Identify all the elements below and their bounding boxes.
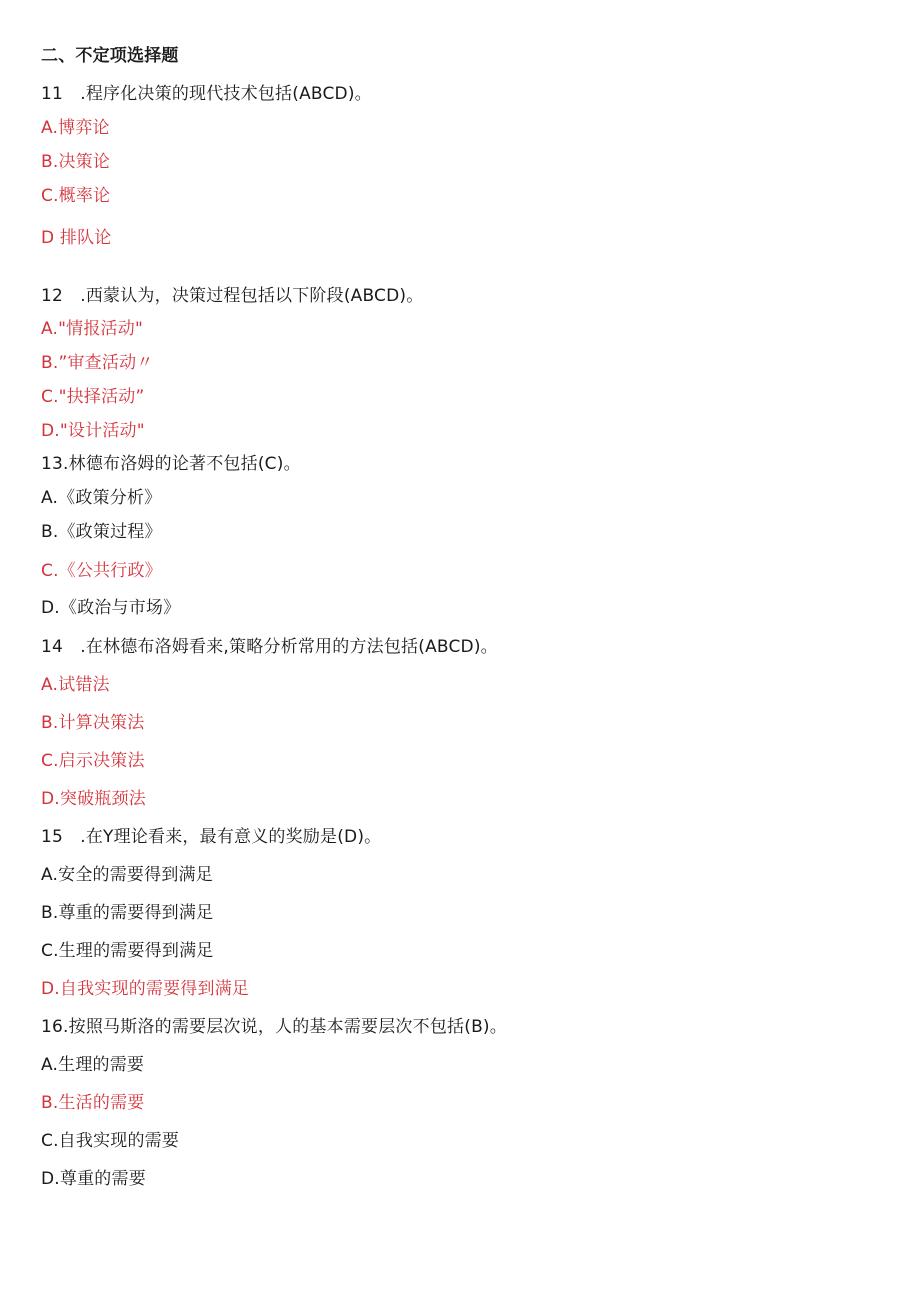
question-11-option-b: B.决策论 xyxy=(41,152,111,172)
question-12-option-c: C."抉择活动” xyxy=(41,387,145,407)
question-13-option-c: C.《公共行政》 xyxy=(41,561,162,581)
question-12-stem: 12 .西蒙认为，决策过程包括以下阶段(ABCD)。 xyxy=(41,286,424,306)
question-12-option-d: D."设计活动" xyxy=(41,421,145,441)
question-13-option-b: B.《政策过程》 xyxy=(41,522,162,542)
question-11-option-d: D 排队论 xyxy=(41,228,112,248)
question-15-option-b: B.尊重的需要得到满足 xyxy=(41,903,214,923)
question-16-stem: 16.按照马斯洛的需要层次说，人的基本需要层次不包括(B)。 xyxy=(41,1017,507,1037)
question-13-option-a: A.《政策分析》 xyxy=(41,488,162,508)
question-15-option-a: A.安全的需要得到满足 xyxy=(41,865,213,885)
question-14-stem: 14 .在林德布洛姆看来,策略分析常用的方法包括(ABCD)。 xyxy=(41,637,498,657)
question-13-stem: 13.林德布洛姆的论著不包括(C)。 xyxy=(41,454,301,474)
question-16-option-a: A.生理的需要 xyxy=(41,1055,145,1075)
section-title: 二、不定项选择题 xyxy=(41,46,179,66)
question-15-stem: 15 .在Y理论看来，最有意义的奖励是(D)。 xyxy=(41,827,382,847)
question-14-option-a: A.试错法 xyxy=(41,675,110,695)
question-11-stem: 11 .程序化决策的现代技术包括(ABCD)。 xyxy=(41,84,372,104)
question-11-option-c: C.概率论 xyxy=(41,186,111,206)
question-15-option-d: D.自我实现的需要得到满足 xyxy=(41,979,250,999)
question-11-option-a: A.博弈论 xyxy=(41,118,110,138)
question-16-option-c: C.自我实现的需要 xyxy=(41,1131,180,1151)
question-16-option-b: B.生活的需要 xyxy=(41,1093,145,1113)
question-13-option-d: D.《政治与市场》 xyxy=(41,598,181,618)
question-14-option-c: C.启示决策法 xyxy=(41,751,145,771)
question-15-option-c: C.生理的需要得到满足 xyxy=(41,941,214,961)
question-14-option-d: D.突破瓶颈法 xyxy=(41,789,146,809)
question-12-option-a: A."情报活动" xyxy=(41,319,143,339)
question-16-option-d: D.尊重的需要 xyxy=(41,1169,146,1189)
question-14-option-b: B.计算决策法 xyxy=(41,713,145,733)
question-12-option-b: B.”审查活动〃 xyxy=(41,353,154,373)
